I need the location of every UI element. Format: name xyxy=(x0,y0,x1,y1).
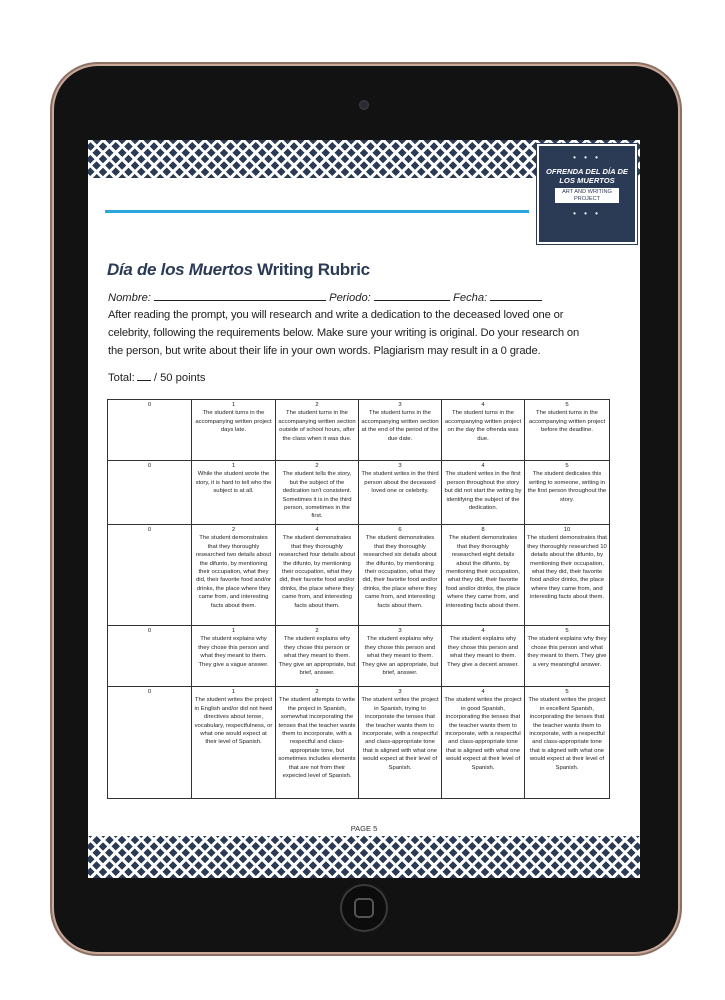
rubric-score: 1 xyxy=(231,463,236,469)
rubric-criterion: The student explains why they chose this person and what they meant to them. They give an appropriate, but brief, answer. xyxy=(361,636,439,677)
rubric-criterion: The student writes the project in Spanish, trying to incorporate the tenses that the teacher wants them to incorporate, with a respectful and class-appropriate tone that is aligned with what one would expect at their level of Spanish. xyxy=(361,697,439,771)
instructions-paragraph: After reading the prompt, you will research and write a dedication to the deceased loved one or celebrity, following the requirements below. Make sure your writing is original. Do your research on the person, but write about their life in your own words. Plagiarism may result in a 0 grade. xyxy=(108,309,580,357)
rubric-criterion: The student writes in the third person about the deceased loved one or celebrity. xyxy=(361,471,439,495)
rubric-cell xyxy=(276,461,359,525)
rubric-score: 1 xyxy=(231,628,236,634)
rubric-cell xyxy=(442,400,525,461)
page-title-rest: Writing Rubric xyxy=(252,260,370,279)
rubric-criterion: While the student wrote the story, it is hard to tell who the subject is at all. xyxy=(195,471,272,495)
fecha-line[interactable] xyxy=(490,290,542,301)
rubric-score: 5 xyxy=(565,628,569,634)
rubric-cell xyxy=(442,687,525,799)
nombre-label: Nombre: xyxy=(108,292,151,304)
rubric-cell xyxy=(442,461,525,525)
document-page xyxy=(88,140,640,878)
bottom-pattern-band xyxy=(88,836,640,878)
rubric-score: 0 xyxy=(147,689,152,695)
rubric-score: 5 xyxy=(565,402,569,408)
rubric-cell xyxy=(359,461,442,525)
rubric-criterion: The student writes the project in excellent Spanish, incorporating the tenses that the teacher wants them to incorporate, with a respectful and class-appropriate tone that is aligned with what one would expect at their level of Spanish. xyxy=(528,697,606,771)
rubric-cell xyxy=(192,626,276,687)
rubric-row xyxy=(108,687,610,799)
rubric-score: 4 xyxy=(481,402,485,408)
rubric-cell xyxy=(108,461,192,525)
rubric-score: 2 xyxy=(315,628,319,634)
rubric-cell xyxy=(108,626,192,687)
rubric-criterion: The student writes the project in good Spanish, incorporating the tenses that the teacher wants them to incorporate, with a respectful and class-appropriate tone that is aligned with what one would expect at their level of Spanish. xyxy=(444,697,522,771)
rubric-table xyxy=(107,399,610,799)
rubric-criterion: The student tells the story, but the subject of the dedication isn't consistent. Sometimes it is in the third person, sometimes in the first. xyxy=(282,471,352,520)
rubric-score: 10 xyxy=(563,527,571,533)
rubric-row xyxy=(108,626,610,687)
rubric-criterion: The student demonstrates that they thoroughly researched six details about the difunto, by mentioning their occupation, what they did, their favorite food and/or drinks, the place where they came from, and interesting facts about them. xyxy=(362,535,438,609)
page-number: PAGE 5 xyxy=(350,824,378,833)
badge-dots-bottom: • • • xyxy=(573,209,601,218)
rubric-cell xyxy=(359,687,442,799)
rubric-criterion: The student turns in the accompanying written project before the deadline. xyxy=(528,410,606,434)
rubric-criterion: The student demonstrates that they thoroughly researched 10 details about the difunto, by mentioning their occupation, what they did, their favorite food and/or drinks, the place where they came from, and interesting facts about them. xyxy=(527,535,607,601)
rubric-cell xyxy=(192,687,276,799)
rubric-cell xyxy=(525,461,610,525)
rubric-cell xyxy=(525,687,610,799)
rubric-score: 8 xyxy=(481,527,485,533)
rubric-cell xyxy=(108,525,192,626)
rubric-score: 1 xyxy=(231,689,236,695)
rubric-score: 0 xyxy=(147,402,152,408)
rubric-score: 4 xyxy=(315,527,319,533)
home-button[interactable] xyxy=(340,884,388,932)
rubric-score: 4 xyxy=(481,463,485,469)
rubric-criterion: The student attempts to write the project in Spanish, somewhat incorporating the tenses that the teacher wants them to incorporate, with a respectful and class-appropriate tone, but sometimes includes elements that are not from their expected level of Spanish. xyxy=(278,697,356,780)
rubric-cell xyxy=(442,525,525,626)
rubric-criterion: The student explains why they chose this person and what they meant to them. They give a vague answer. xyxy=(198,636,269,668)
rubric-cell xyxy=(276,525,359,626)
rubric-cell xyxy=(192,400,276,461)
rubric-criterion: The student explains why they chose this person and what they meant to them. They give a decent answer. xyxy=(447,636,519,668)
camera-icon xyxy=(359,100,369,110)
rubric-score: 0 xyxy=(147,463,152,469)
project-badge xyxy=(537,144,637,244)
page-title xyxy=(107,260,370,280)
total-blank[interactable] xyxy=(137,372,151,381)
rubric-criterion: The student writes in the first person throughout the story but did not start the writing by identifying the subject of the dedication. xyxy=(444,471,522,512)
rubric-score: 0 xyxy=(147,527,152,533)
rubric-score: 3 xyxy=(398,628,402,634)
rubric-score: 6 xyxy=(398,527,402,533)
fecha-label: Fecha: xyxy=(453,292,488,304)
rubric-cell xyxy=(525,525,610,626)
rubric-score: 5 xyxy=(565,689,569,695)
rubric-score: 3 xyxy=(398,689,402,695)
rubric-criterion: The student demonstrates that they thoroughly researched four details about the difunto, by mentioning their occupation, what they did, their favorite food and/or drinks, the place where they came from, and interesting facts about them. xyxy=(278,535,356,609)
rubric-criterion: The student explains why they chose this person and what they meant to them. They give a very meaningful answer. xyxy=(527,636,607,668)
badge-title: OFRENDA DEL DÍA DE LOS MUERTOS xyxy=(546,167,628,185)
rubric-cell xyxy=(192,525,276,626)
rubric-cell xyxy=(359,626,442,687)
periodo-line[interactable] xyxy=(374,290,450,301)
total-suffix: / 50 points xyxy=(153,372,206,384)
rubric-score: 3 xyxy=(398,463,402,469)
rubric-score: 0 xyxy=(147,628,152,634)
rubric-criterion: The student turns in the accompanying written project on the day the ofrenda was due. xyxy=(444,410,522,442)
rubric-score: 1 xyxy=(231,402,236,408)
nombre-line[interactable] xyxy=(154,290,326,301)
rubric-score: 4 xyxy=(481,689,485,695)
header-divider xyxy=(105,210,529,213)
badge-dots-top: • • • xyxy=(573,153,601,162)
periodo-label: Periodo: xyxy=(329,292,371,304)
rubric-row xyxy=(108,400,610,461)
student-info-fields xyxy=(108,290,542,304)
rubric-criterion: The student demonstrates that they thoroughly researched eight details about the difunto, by mentioning their occupation, what they did, their favorite food and/or drinks, the place where they came from, and interesting facts about them. xyxy=(445,535,521,609)
rubric-criterion: The student dedicates this writing to someone, writing in the first person throughout the story. xyxy=(527,471,607,503)
rubric-cell xyxy=(359,400,442,461)
rubric-score: 4 xyxy=(481,628,485,634)
rubric-cell xyxy=(276,687,359,799)
rubric-criterion: The student turns in the accompanying written project days late. xyxy=(195,410,272,434)
rubric-score: 2 xyxy=(315,402,319,408)
rubric-score: 2 xyxy=(231,527,236,533)
total-label: Total: xyxy=(108,372,135,384)
rubric-cell xyxy=(108,687,192,799)
rubric-criterion: The student turns in the accompanying written section outside of school hours, after the class when it was due. xyxy=(278,410,356,442)
rubric-cell xyxy=(192,461,276,525)
page-title-italic: Día de los Muertos xyxy=(107,260,253,279)
rubric-cell xyxy=(108,400,192,461)
rubric-cell xyxy=(442,626,525,687)
rubric-cell xyxy=(359,525,442,626)
rubric-criterion: The student explains why they chose this person or what they meant to them. They give an appropriate, but brief, answer. xyxy=(278,636,356,677)
rubric-criterion: The student turns in the accompanying written section at the end of the period of the due date. xyxy=(361,410,439,442)
rubric-score: 2 xyxy=(315,689,319,695)
rubric-row xyxy=(108,525,610,626)
rubric-criterion: The student demonstrates that they thoroughly researched two details about the difunto, by mentioning their occupation, what they did, their favorite food and/or drinks, the place where they came from, and interesting facts about them. xyxy=(195,535,272,609)
badge-subtitle: ART AND WRITING PROJECT xyxy=(555,188,619,203)
total-score xyxy=(108,372,205,384)
rubric-row xyxy=(108,461,610,525)
rubric-score: 2 xyxy=(315,463,319,469)
rubric-cell xyxy=(525,626,610,687)
rubric-score: 5 xyxy=(565,463,569,469)
rubric-criterion: The student writes the project in English and/or did not heed directives about tense, vocabulary, respectfulness, or what one would expect at their level of Spanish. xyxy=(194,697,273,746)
rubric-cell xyxy=(276,626,359,687)
rubric-cell xyxy=(276,400,359,461)
rubric-score: 3 xyxy=(398,402,402,408)
rubric-cell xyxy=(525,400,610,461)
